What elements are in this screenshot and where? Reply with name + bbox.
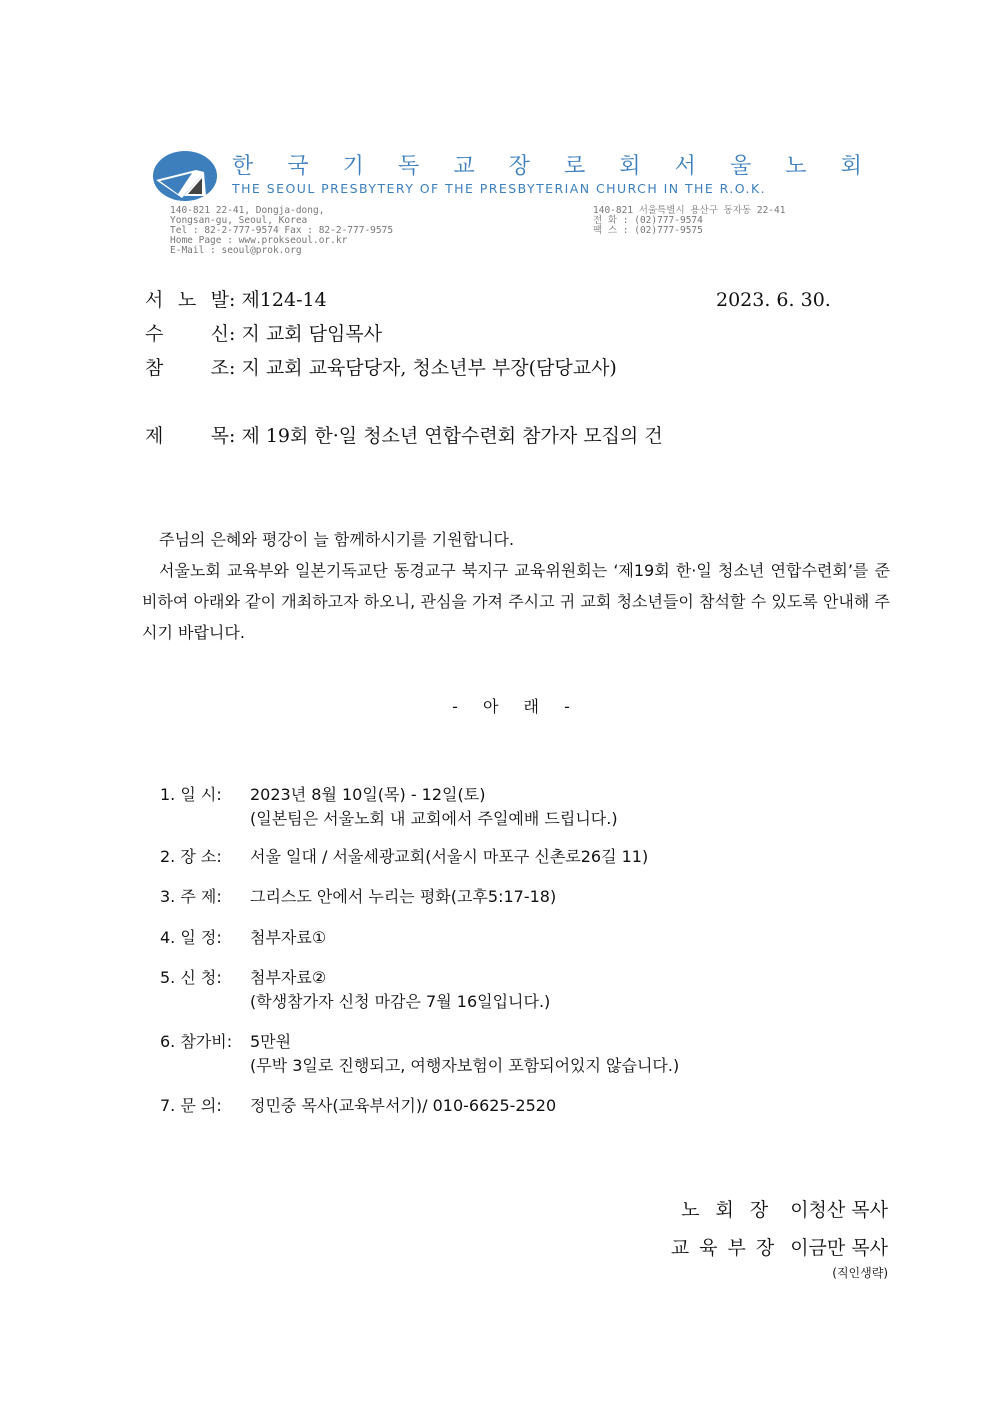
- org-name-korean: [232, 154, 862, 180]
- org-name-char: 장: [508, 154, 530, 179]
- org-name-char: 기: [342, 154, 364, 179]
- item-note: (무박 3일로 진행되고, 여행자보험이 포함되어있지 않습니다.): [250, 1056, 680, 1075]
- item-note: (학생참가자 신청 마감은 7월 16일입니다.): [250, 992, 551, 1011]
- signature-education-head: [671, 1235, 888, 1261]
- signature-role: 노회장: [681, 1199, 785, 1221]
- signature-moderator: [681, 1197, 888, 1223]
- signature-name: 이금만 목사: [790, 1237, 888, 1259]
- org-name-char: 독: [397, 154, 420, 179]
- signature-role: 교육부장: [670, 1237, 785, 1259]
- org-name-english: THE SEOUL PRESBYTERY OF THE PRESBYTERIAN CHURCH IN THE R.O.K.: [232, 181, 767, 196]
- address-line: 140-821 서울특별시 용산구 동자동 22-41: [593, 205, 786, 216]
- item-date: 1. 일 시: 2023년 8월 10일(목) - 12일(토) (일본팀은 서울노회 내 교회에서 주일예배 드립니다.): [160, 784, 618, 832]
- subject: 제 19회 한·일 청소년 연합수련회 참가자 모집의 건: [241, 425, 663, 447]
- org-name-char: 회: [619, 154, 641, 179]
- item-place: 2. 장 소: 서울 일대 / 서울세광교회(서울시 마포구 신촌로26길 11): [160, 847, 649, 866]
- greeting-paragraph: 주님의 은혜와 평강이 늘 함께하시기를 기원합니다.: [159, 530, 515, 549]
- org-name-char: 노: [785, 154, 807, 179]
- recipient-label: 수 신: [145, 323, 229, 345]
- homepage-line: Home Page : www.prokseoul.or.kr: [170, 235, 348, 246]
- section-heading: - 아 래 -: [452, 697, 580, 716]
- org-name-char: 국: [287, 154, 309, 179]
- item-note: (일본팀은 서울노회 내 교회에서 주일예배 드립니다.): [250, 809, 618, 828]
- subject-label: 제 목: [145, 425, 229, 447]
- address-english: [170, 206, 393, 256]
- recipient: 지 교회 담임목사: [241, 323, 383, 345]
- org-name-char: 울: [729, 154, 752, 179]
- reference-label: 참 조: [145, 357, 229, 379]
- reference-field: 참 조 : 지 교회 교육담당자, 청소년부 부장(담당교사): [145, 357, 617, 379]
- doc-number: 제124-14: [241, 289, 327, 311]
- org-name-char: 로: [563, 154, 586, 179]
- recipient-field: 수 신 : 지 교회 담임목사: [145, 323, 383, 345]
- doc-number-label: 서 노 발: [145, 289, 229, 311]
- seal-omitted-note: (직인생략): [832, 1266, 888, 1280]
- org-name-char: 교: [453, 154, 475, 179]
- email-line: E-Mail : seoul@prok.org: [170, 245, 302, 256]
- doc-number-field: 서 노 발 : 제124-14: [145, 289, 327, 311]
- presbytery-logo: [152, 150, 218, 202]
- item-schedule: 4. 일 정: 첨부자료①: [160, 928, 327, 947]
- org-name-char: 서: [674, 154, 696, 179]
- address-korean: [593, 206, 785, 236]
- org-name-char: 한: [232, 154, 254, 179]
- item-theme: 3. 주 제: 그리스도 안에서 누리는 평화(고후5:17-18): [160, 887, 557, 906]
- address-line: 140-821 22-41, Dongja-dong,: [170, 205, 325, 216]
- item-fee: 6. 참가비: 5만원 (무박 3일로 진행되고, 여행자보험이 포함되어있지 않습니다.): [160, 1031, 679, 1079]
- signature-name: 이청산 목사: [790, 1199, 888, 1221]
- phone-fax-line: Tel : 82-2-777-9574 Fax : 82-2-777-9575: [170, 225, 394, 236]
- fax-line: 팩 스 : (02)777-9575: [593, 225, 703, 236]
- doc-date: 2023. 6. 30.: [716, 289, 831, 311]
- phone-line: 전 화 : (02)777-9574: [593, 215, 703, 226]
- item-contact: 7. 문 의: 정민중 목사(교육부서기)/ 010-6625-2520: [160, 1096, 557, 1115]
- reference: 지 교회 교육담당자, 청소년부 부장(담당교사): [241, 357, 617, 379]
- main-paragraph: 서울노회 교육부와 일본기독교단 동경교구 북지구 교육위원회는 ‘제19회 한·일 청소년 연합수련회’를 준비하여 아래와 같이 개최하고자 하오니, 관심을 가져 주시고 귀 교회 청소년들이 참석할 수 있도록 안내해 주시기 바랍니다.: [142, 561, 890, 642]
- org-name-char: 회: [840, 154, 862, 179]
- body-text: [142, 524, 890, 648]
- subject-field: 제 목 : 제 19회 한·일 청소년 연합수련회 참가자 모집의 건: [145, 425, 663, 447]
- address-line: Yongsan-gu, Seoul, Korea: [170, 215, 308, 226]
- item-application: 5. 신 청: 첨부자료② (학생참가자 신청 마감은 7월 16일입니다.): [160, 967, 550, 1015]
